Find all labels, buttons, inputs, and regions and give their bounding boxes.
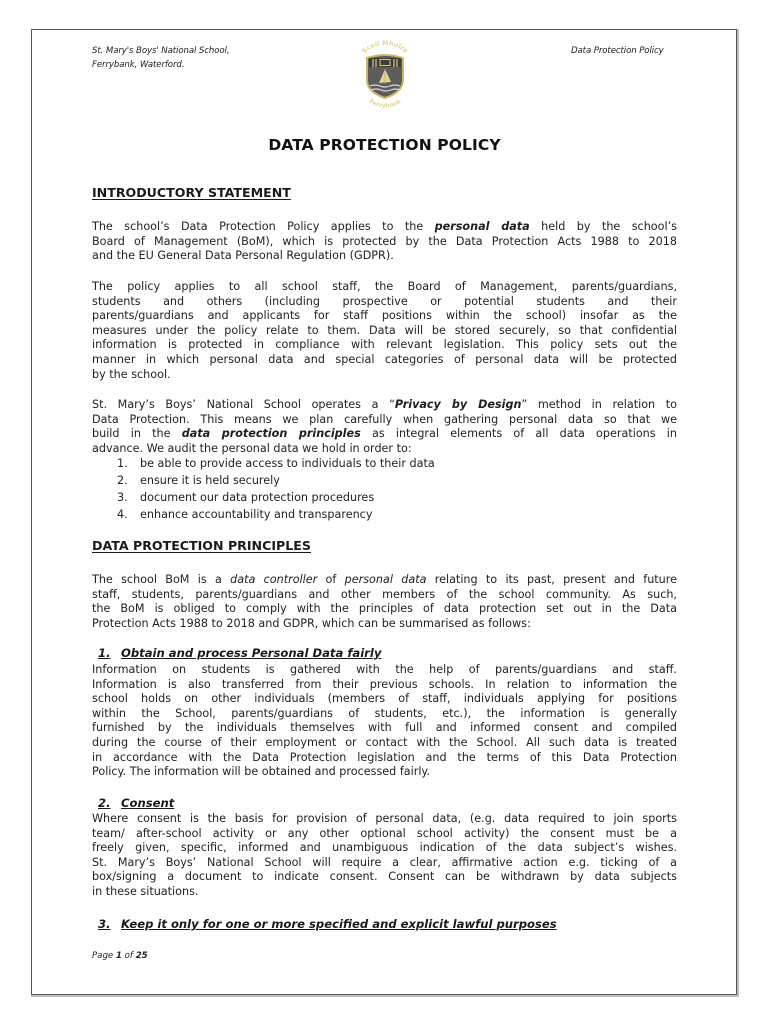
paragraph-line [92,721,677,735]
principle-heading: Obtain and process Personal Data fairly [121,646,382,660]
current-page: 1 [115,951,122,961]
body-text: Where consent is the basis for provision of personal data, (e.g. data required to join sports [92,812,677,825]
body-text: manner in which personal data and special categories of personal data will be protected [92,353,677,366]
principle-heading: Keep it only for one or more specified and explicit lawful purposes [121,917,557,931]
section-heading-data-protection-principles: DATA PROTECTION PRINCIPLES [92,538,311,553]
header-document-name: Data Protection Policy [571,46,664,56]
body-text: held by the school’s [529,220,677,233]
body-text: as integral elements of all data operations in [360,427,677,441]
paragraph-line [92,573,677,587]
paragraph-line [92,678,677,692]
list-item-number: 1. [117,457,128,470]
body-text: Information on students is gathered with the help of parents/guardians and staff. [92,663,677,676]
paragraph-line [92,235,677,249]
paragraph-line [92,707,677,721]
principle-number: 3. [98,917,111,931]
principle-number: 2. [98,796,111,810]
body-text: in these situations. [92,885,199,898]
paragraph-line [92,413,677,427]
emphasis-text: data protection principles [181,427,361,441]
body-text: parents/guardians and applicants for staff positions within the school) insofar as the [92,309,677,323]
paragraph-line [92,870,677,884]
paragraph-line [92,588,677,602]
body-text: Information is also transferred from their previous schools. In relation to information the [92,677,677,691]
body-text: The school’s Data Protection Policy applies to the [92,220,435,233]
paragraph-line [92,249,677,263]
emphasis-text: personal data [344,573,427,586]
body-text: within the School, parents/guardians of students, etc.), the information is generally [92,706,677,720]
paragraph-line [92,280,677,294]
body-text: furnished by the individuals themselves with full and informed consent and compiled [92,721,677,735]
total-pages: 25 [135,951,148,961]
paragraph-line [92,309,677,323]
paragraph-line [92,751,677,765]
list-item: be able to provide access to individuals to their data [140,457,435,470]
emphasis-text: Privacy by Design [394,398,522,411]
body-text: Policy. The information will be obtained and processed fairly. [92,765,431,779]
header-school-location: Ferrybank, Waterford. [92,60,185,70]
paragraph-line [92,338,677,352]
paragraph-line [92,736,677,750]
paragraph-line [92,353,677,367]
body-text: advance. We audit the personal data we hold in order to: [92,441,412,455]
list-item-number: 2. [117,474,128,487]
header-school-name: St. Mary's Boys' National School, [92,46,230,56]
paragraph-line [92,220,677,234]
paragraph-line [92,617,677,631]
paragraph-line [92,885,677,899]
body-text: Protection Acts 1988 to 2018 and GDPR, which can be summarised as follows: [92,616,531,630]
paragraph-line [92,398,677,412]
body-text: The policy applies to all school staff, the Board of Management, parents/guardians, [92,280,677,293]
body-text: during the course of their employment or contact with the School. All such data is treated [92,736,677,749]
body-text: of [317,573,345,586]
emphasis-text: data controller [230,573,318,586]
body-text: box/signing a document to indicate consent. Consent can be withdrawn by data subjects [92,870,677,884]
list-item: document our data protection procedures [140,491,375,504]
body-text: The school BoM is a [92,573,231,586]
body-text: by the school. [92,367,171,381]
section-heading-introductory-statement: INTRODUCTORY STATEMENT [92,185,291,200]
body-text: St. Mary’s Boys’ National School will require a clear, affirmative action e.g. ticking of a [92,855,677,869]
paragraph-line [92,663,677,677]
body-text: ” method in relation to [521,398,677,411]
body-text: information is protected in compliance with relevant legislation. This policy sets out the [92,338,677,352]
paragraph-line [92,324,677,338]
svg-text:Ferrybank: Ferrybank [367,98,403,110]
body-text: freely given, specific, informed and unambiguous indication of the data subject’s wishes. [92,841,677,855]
paragraph-line [92,812,677,826]
paragraph-line [92,841,677,855]
paragraph-line [92,427,677,441]
principle-heading: Consent [121,796,175,810]
school-crest-icon [355,36,415,112]
list-item: ensure it is held securely [140,474,280,487]
list-item-number: 4. [117,508,128,521]
principle-number: 1. [98,646,111,660]
emphasis-text: personal data [434,220,530,233]
paragraph-line [92,295,677,309]
paragraph-line [92,827,677,841]
list-item: enhance accountability and transparency [140,508,373,521]
body-text: the BoM is obliged to comply with the principles of data protection set out in the Data [92,602,677,616]
paragraph-line [92,602,677,616]
body-text: staff, students, parents/guardians and other members of the school community. As such, [92,587,677,601]
body-text: school holds on other individuals (members of staff, individuals applying for positions [92,692,677,706]
svg-text:Scoil Mhuire: Scoil Mhuire [360,39,410,56]
body-text: students and others (including prospective or potential students and their [92,294,677,308]
body-text: Board of Management (BoM), which is protected by the Data Protection Acts 1988 to 2018 [92,234,677,248]
page-number: Page 1 of 25 [92,951,148,961]
header-school-address [92,44,229,72]
paragraph-line [92,856,677,870]
paragraph-line [92,692,677,706]
paragraph-line [92,765,677,779]
paragraph-line [92,368,677,382]
body-text: relating to its past, present and future [426,573,677,586]
body-text: team/ after-school activity or any other optional school activity) the consent must be a [92,826,677,840]
body-text: measures under the policy relate to them. Data will be stored securely, so that confidential [92,323,677,337]
body-text: Data Protection. This means we plan carefully when gathering personal data so that we [92,412,677,426]
body-text: in accordance with the Data Protection legislation and the terms of this Data Protection [92,750,677,764]
body-text: St. Mary’s Boys’ National School operates a “ [92,398,395,411]
list-item-number: 3. [117,491,128,504]
body-text: build in the [92,427,182,441]
body-text: and the EU General Data Personal Regulation (GDPR). [92,249,394,263]
paragraph-line [92,442,677,456]
page-title: DATA PROTECTION POLICY [268,136,501,154]
